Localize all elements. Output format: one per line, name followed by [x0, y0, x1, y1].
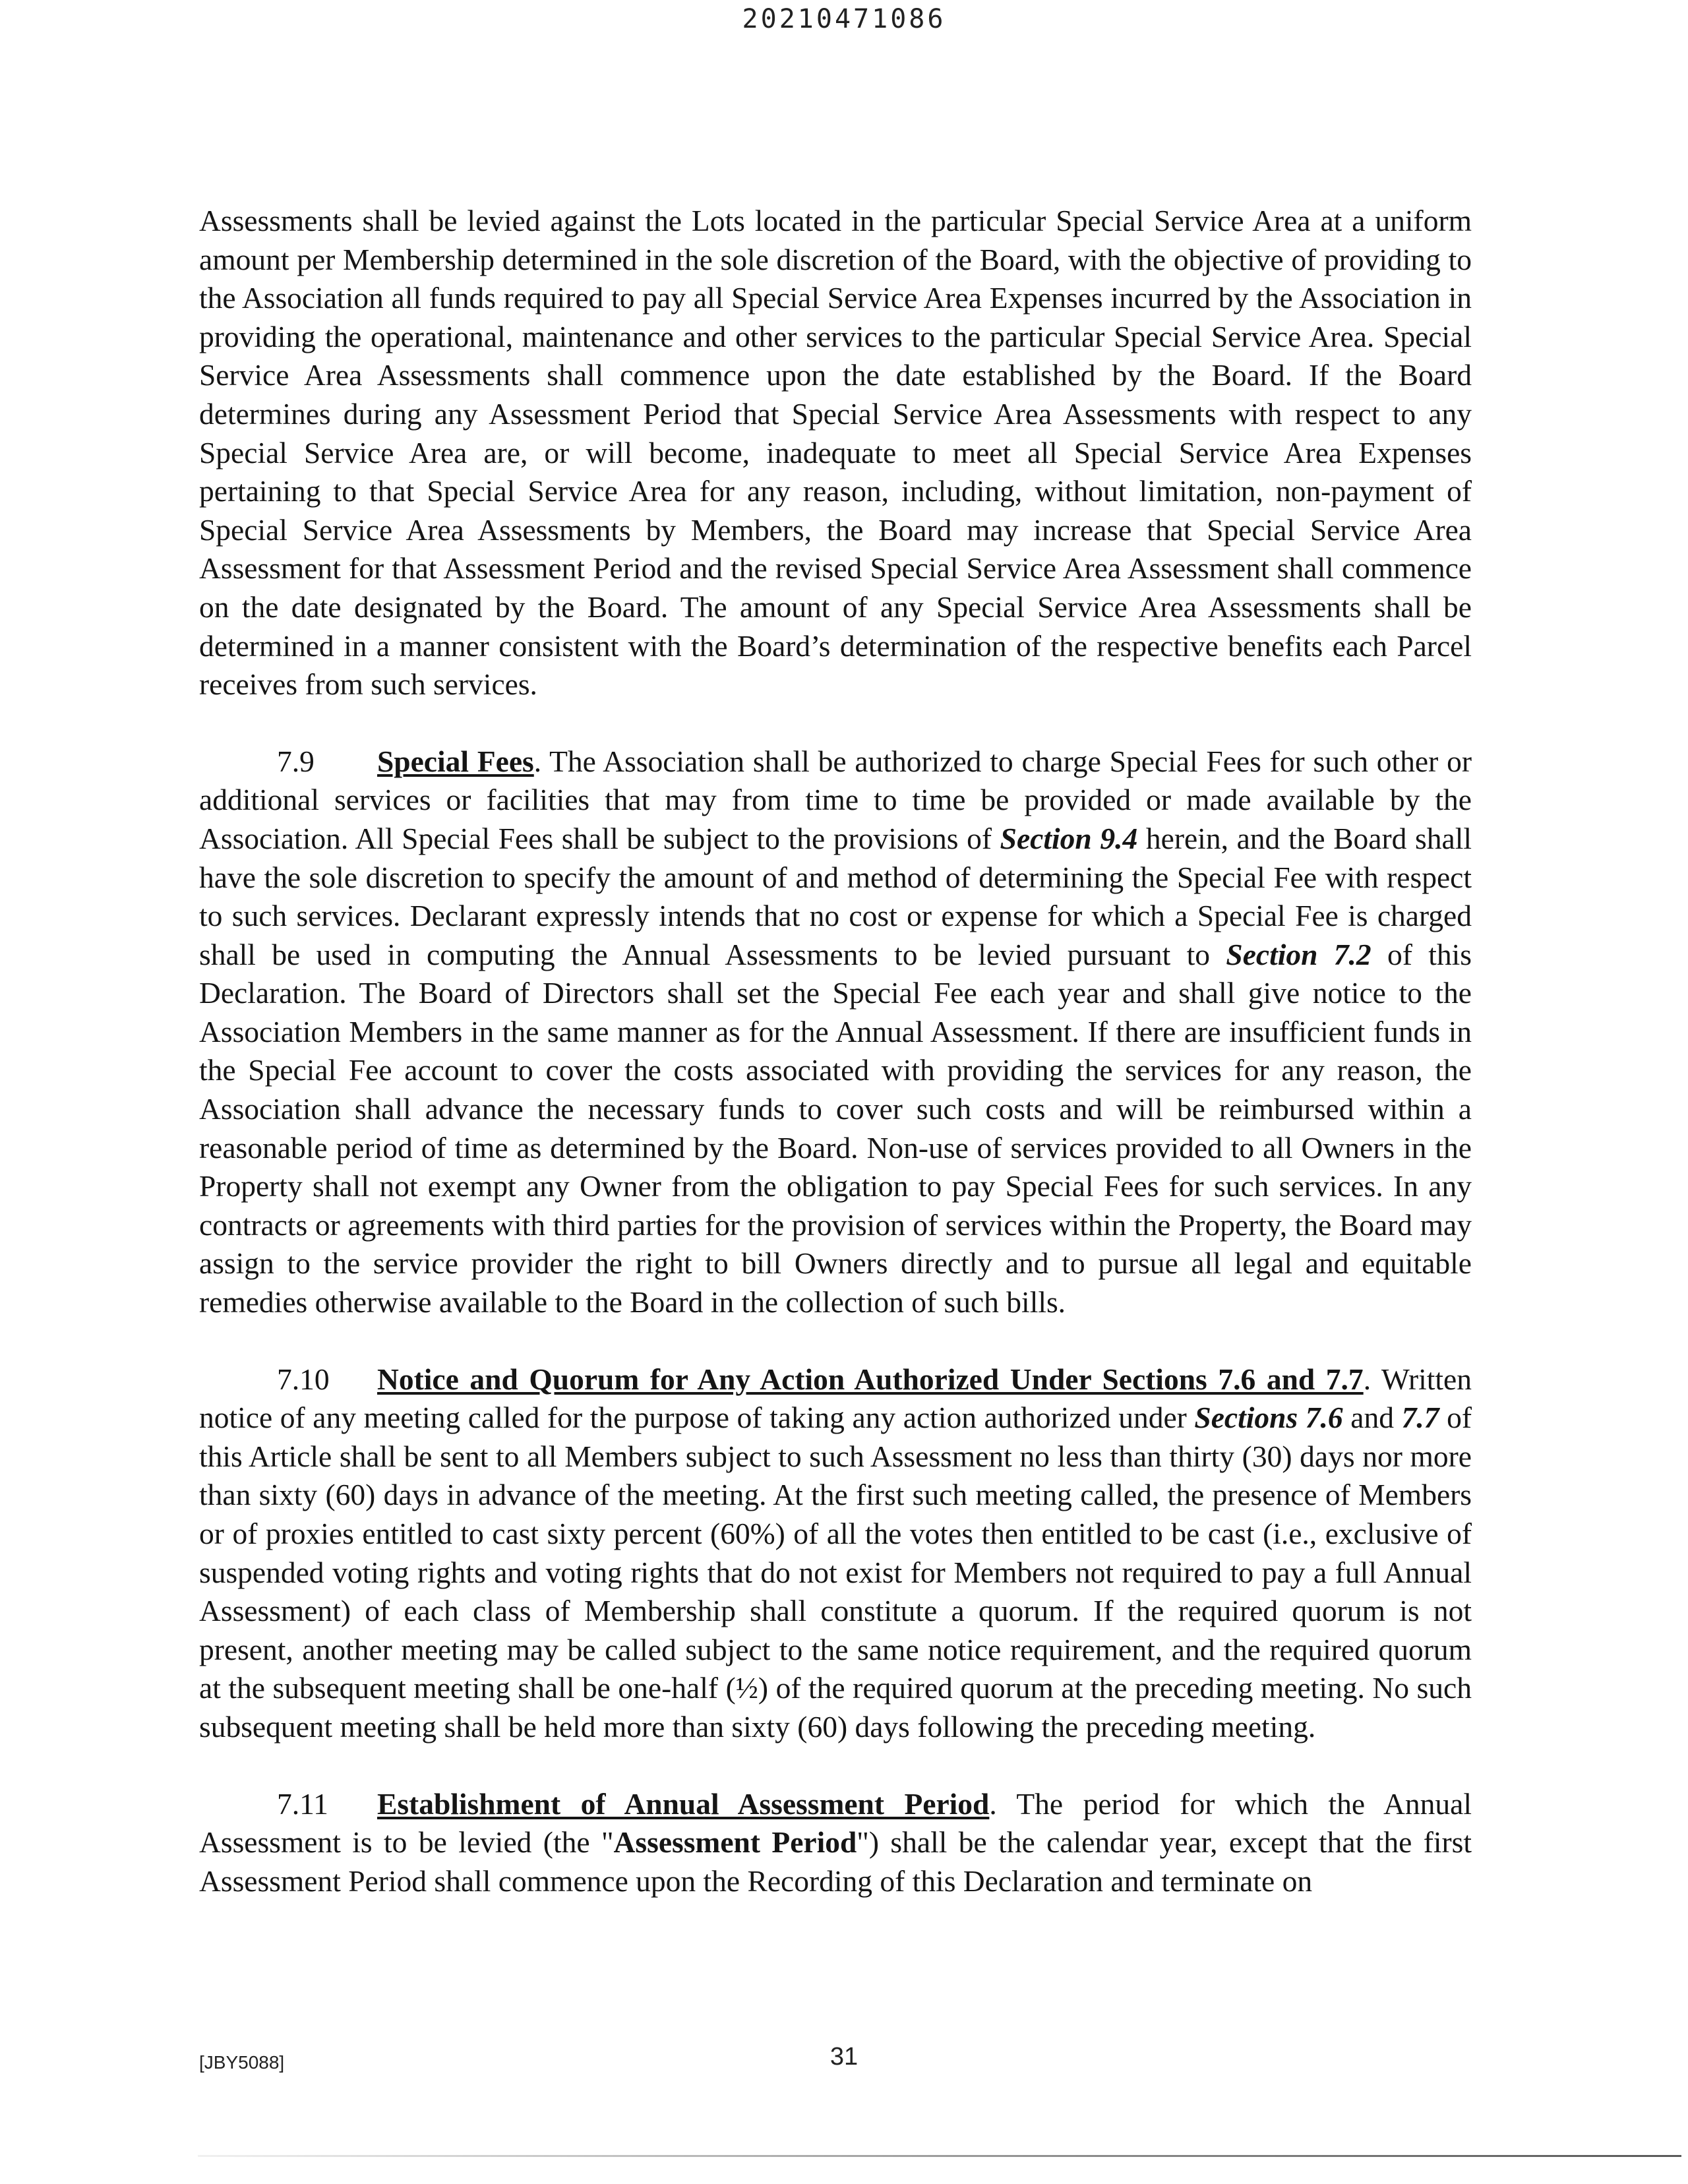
section-number: 7.11: [277, 1786, 328, 1821]
footer-document-id: [JBY5088]: [199, 2052, 285, 2073]
section-text: . Written notice of any meeting called for the purpose of taking any action authorized under: [199, 1362, 1472, 1435]
section-reference: 7.7: [1401, 1401, 1439, 1435]
section-heading: Special Fees: [377, 744, 534, 778]
section-heading: Establishment of Annual Assessment Period: [377, 1786, 990, 1821]
section-reference: Section 9.4: [1000, 821, 1138, 855]
document-body: [199, 202, 1472, 1939]
section-text: herein, and the Board shall have the sole discretion to specify the amount of and method of determining the Special Fee with respect to such services. Declarant expressly intends that no cost or expense for which a Special Fee is charged shall be used in computing the Annual Assessments to be levied pursuant to: [199, 821, 1472, 971]
section-text: of this Article shall be sent to all Members subject to such Assessment no less than thirty (30) days nor more than sixty (60) days in advance of the meeting. At the first such meeting called, the presence of Members or of proxies entitled to cast sixty percent (60%) of all the votes then entitled to be cast (i.e., exclusive of suspended voting rights and voting rights that do not exist for Members not required to pay a full Annual Assessment) of each class of Membership shall constitute a quorum. If the required quorum is not present, another meeting may be called subject to the same notice requirement, and the required quorum at the subsequent meeting shall be one-half (½) of the required quorum at the preceding meeting. No such subsequent meeting shall be held more than sixty (60) days following the preceding meeting.: [199, 1401, 1472, 1744]
section-text: . The Association shall be authorized to charge Special Fees for such other or additional services or facilities that may from time to time be provided or made available by the Association. All Special Fees shall be subject to the provisions of: [199, 744, 1472, 855]
section-heading: Notice and Quorum for Any Action Authorized Under Sections 7.6 and 7.7: [377, 1362, 1364, 1396]
section-reference: Sections 7.6: [1194, 1401, 1343, 1435]
section-7-10: [199, 1360, 1472, 1747]
section-7-9: [199, 743, 1472, 1322]
recording-number: 20210471086: [742, 4, 946, 34]
section-text: of this Declaration. The Board of Directors shall set the Special Fee each year and shall give notice to the Association Members in the same manner as for the Annual Assessment. If there are insufficient funds in the Special Fee account to cover the costs associated with providing the services for any reason, the Association shall advance the necessary funds to cover such costs and will be reimbursed within a reasonable period of time as determined by the Board. Non-use of services provided to all Owners in the Property shall not exempt any Owner from the obligation to pay Special Fees for such services. In any contracts or agreements with third parties for the provision of services within the Property, the Board may assign to the service provider the right to bill Owners directly and to pursue all legal and equitable remedies otherwise available to the Board in the collection of such bills.: [199, 937, 1472, 1320]
section-text: ") shall be the calendar year, except that the first Assessment Period shall commence upon the Recording of this Declaration and terminate on: [199, 1825, 1472, 1898]
section-number: 7.10: [277, 1362, 330, 1396]
page-number: 31: [829, 2043, 859, 2071]
section-number: 7.9: [277, 744, 315, 778]
paragraph-continued: Assessments shall be levied against the Lots located in the particular Special Service Area at a uniform amount per Membership determined in the sole discretion of the Board, with the objective of providing to the Association all funds required to pay all Special Service Area Expenses incurred by the Association in providing the operational, maintenance and other services to the particular Special Service Area. Special Service Area Assessments shall commence upon the date established by the Board. If the Board determines during any Assessment Period that Special Service Area Assessments with respect to any Special Service Area are, or will become, inadequate to meet all Special Service Area Expenses pertaining to that Special Service Area for any reason, including, without limitation, non-payment of Special Service Area Assessments by Members, the Board may increase that Special Service Area Assessment for that Assessment Period and the revised Special Service Area Assessment shall commence on the date designated by the Board. The amount of any Special Service Area Assessments shall be determined in a manner consistent with the Board’s determination of the respective benefits each Parcel receives from such services.: [199, 204, 1472, 702]
scan-edge-line: [198, 2155, 1681, 2157]
section-text: . The period for which the Annual Assessment is to be levied (the ": [199, 1786, 1472, 1860]
section-reference: Section 7.2: [1226, 937, 1372, 971]
section-7-11: [199, 1785, 1472, 1901]
defined-term: Assessment Period: [613, 1825, 857, 1860]
section-text: and: [1342, 1401, 1402, 1435]
